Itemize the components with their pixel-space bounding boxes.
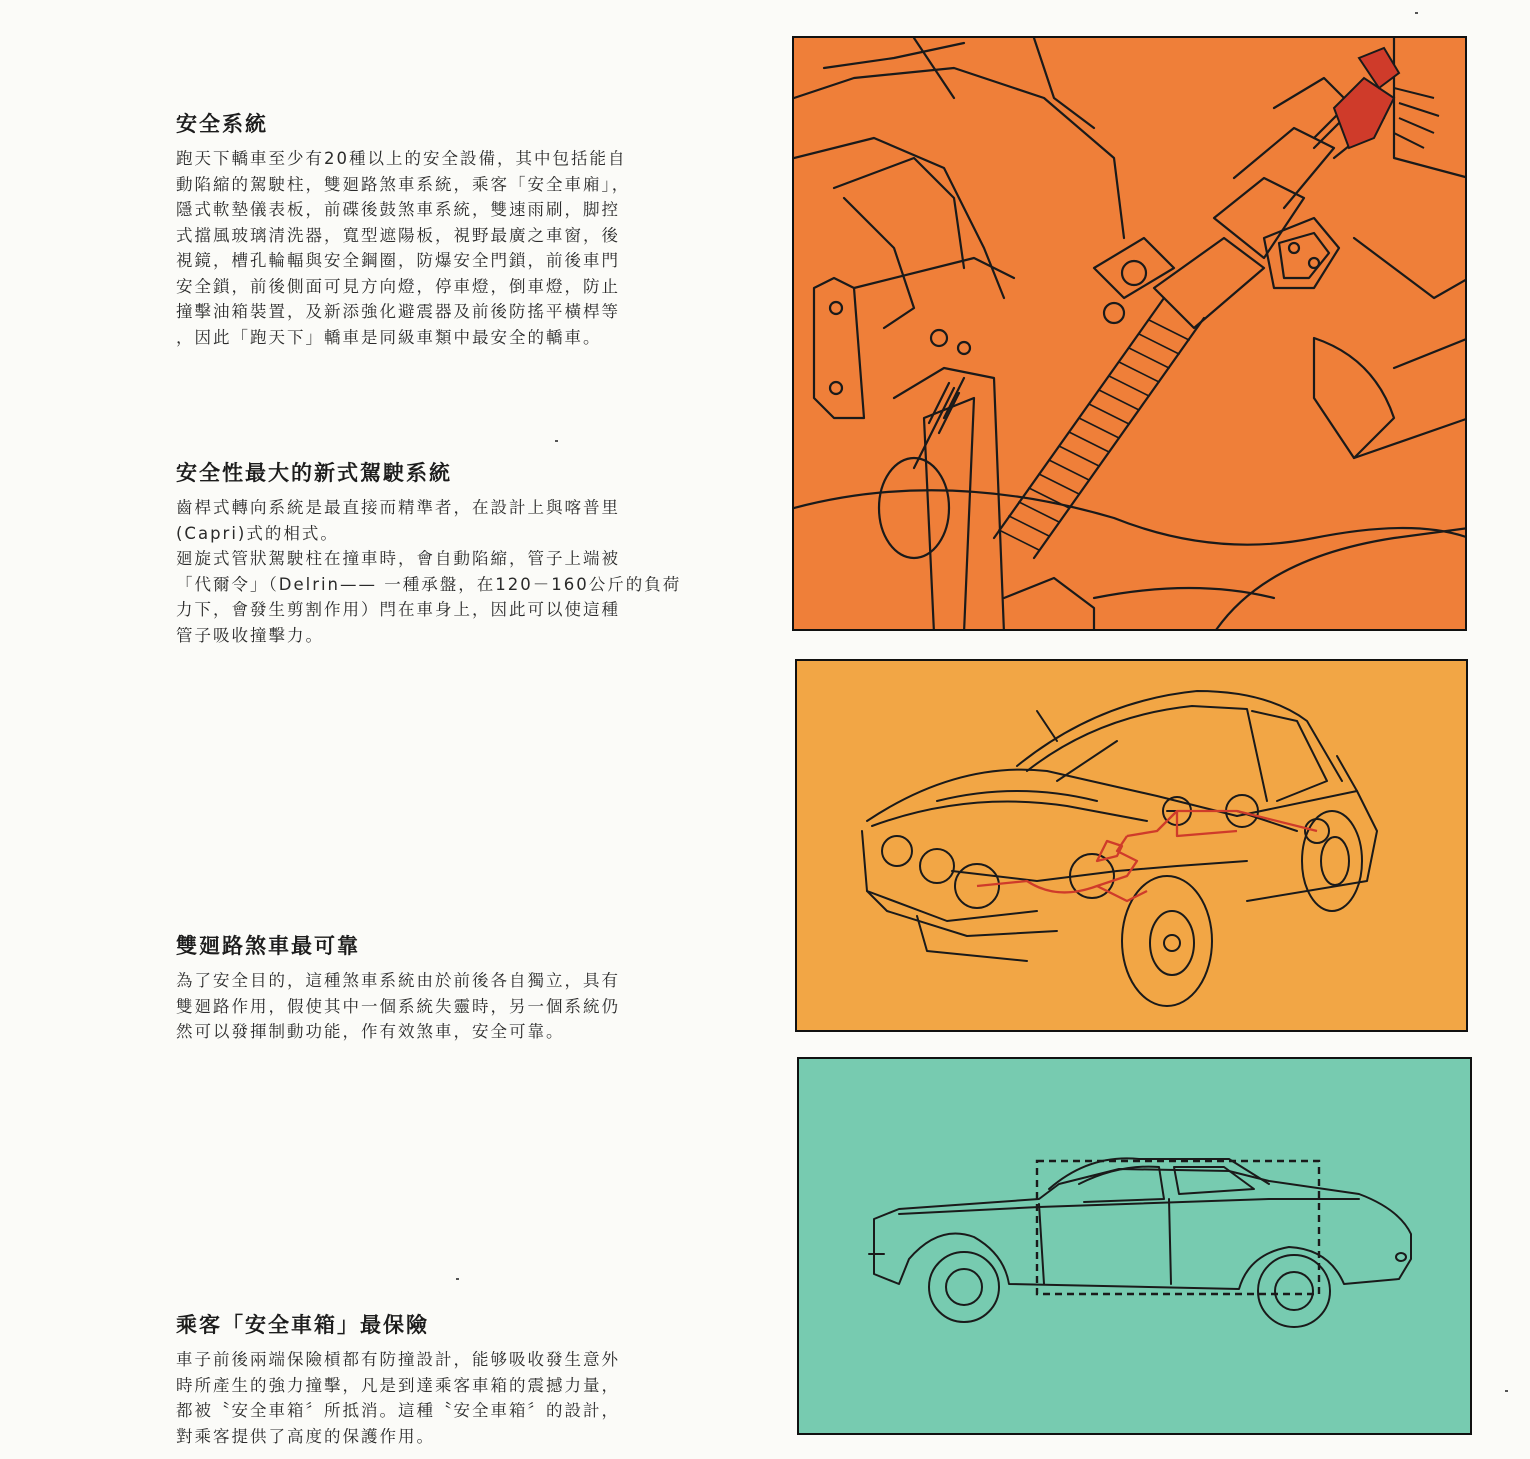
- section-safety-system: [176, 108, 751, 350]
- panel-background: [799, 1059, 1472, 1435]
- print-speck: [1505, 1390, 1508, 1392]
- print-speck: [1415, 12, 1418, 14]
- section-title: 雙廻路煞車最可靠: [176, 934, 360, 958]
- section-body: 車子前後兩端保險槓都有防撞設計，能够吸收發生意外 時所產生的強力撞擊，凡是到達乘客車箱的震撼力量， 都被〝安全車箱〞所抵消。這種〝安全車箱〞的設計， 對乘客提供了高度的保護作用。: [176, 1350, 620, 1446]
- section-body: 為了安全目的，這種煞車系統由於前後各自獨立，具有 雙廻路作用，假使其中一個系統失靈時，另一個系統仍 然可以發揮制動功能，作有效煞車，安全可靠。: [176, 971, 620, 1041]
- safety-cell-car-illustration: [797, 1057, 1472, 1435]
- steering-column-drawing: [794, 38, 1467, 631]
- section-body: 跑天下轎車至少有20種以上的安全設備，其中包括能自 動陷縮的駕駛柱，雙廻路煞車系統，乘客「安全車廂」， 隱式軟墊儀表板，前碟後鼓煞車系統，雙速雨刷，脚控 式擋風玻璃清洗器，寬型遮陽板，視野最廣之車窗，後 視鏡，槽孔輪輻與安全鋼圈，防爆安全門鎖，前後車門 安全鎖，前後側面可見方向燈，停車燈，倒車燈，防止 撞擊油箱裝置，及新添強化避震器及前後防搖平橫桿等 ，因此「跑天下」轎車是同級車類中最安全的轎車。: [176, 149, 631, 347]
- section-title: 安全系統: [176, 112, 268, 136]
- print-speck: [456, 1278, 459, 1280]
- brake-car-drawing: [797, 661, 1468, 1032]
- steering-column-illustration: [792, 36, 1467, 631]
- section-body: 齒桿式轉向系統是最直接而精準者，在設計上與喀普里 (Capri)式的相式。 廻旋式管狀駕駛柱在撞車時，會自動陷縮，管子上端被 「代爾令」（Delrin—— 一種承盤，在120－160公斤的負荷 力下，會發生剪割作用）閂在車身上，因此可以使這種 管子吸收撞擊力。: [176, 498, 682, 645]
- section-title: 安全性最大的新式駕駛系統: [176, 461, 452, 485]
- section-steering-system: [176, 457, 751, 648]
- print-speck: [555, 440, 558, 442]
- dual-brake-car-illustration: [795, 659, 1468, 1032]
- safety-cell-drawing: [799, 1059, 1472, 1435]
- section-title: 乘客「安全車箱」最保險: [176, 1313, 429, 1337]
- section-dual-brakes: [176, 930, 751, 1045]
- section-safety-cell: [176, 1309, 751, 1449]
